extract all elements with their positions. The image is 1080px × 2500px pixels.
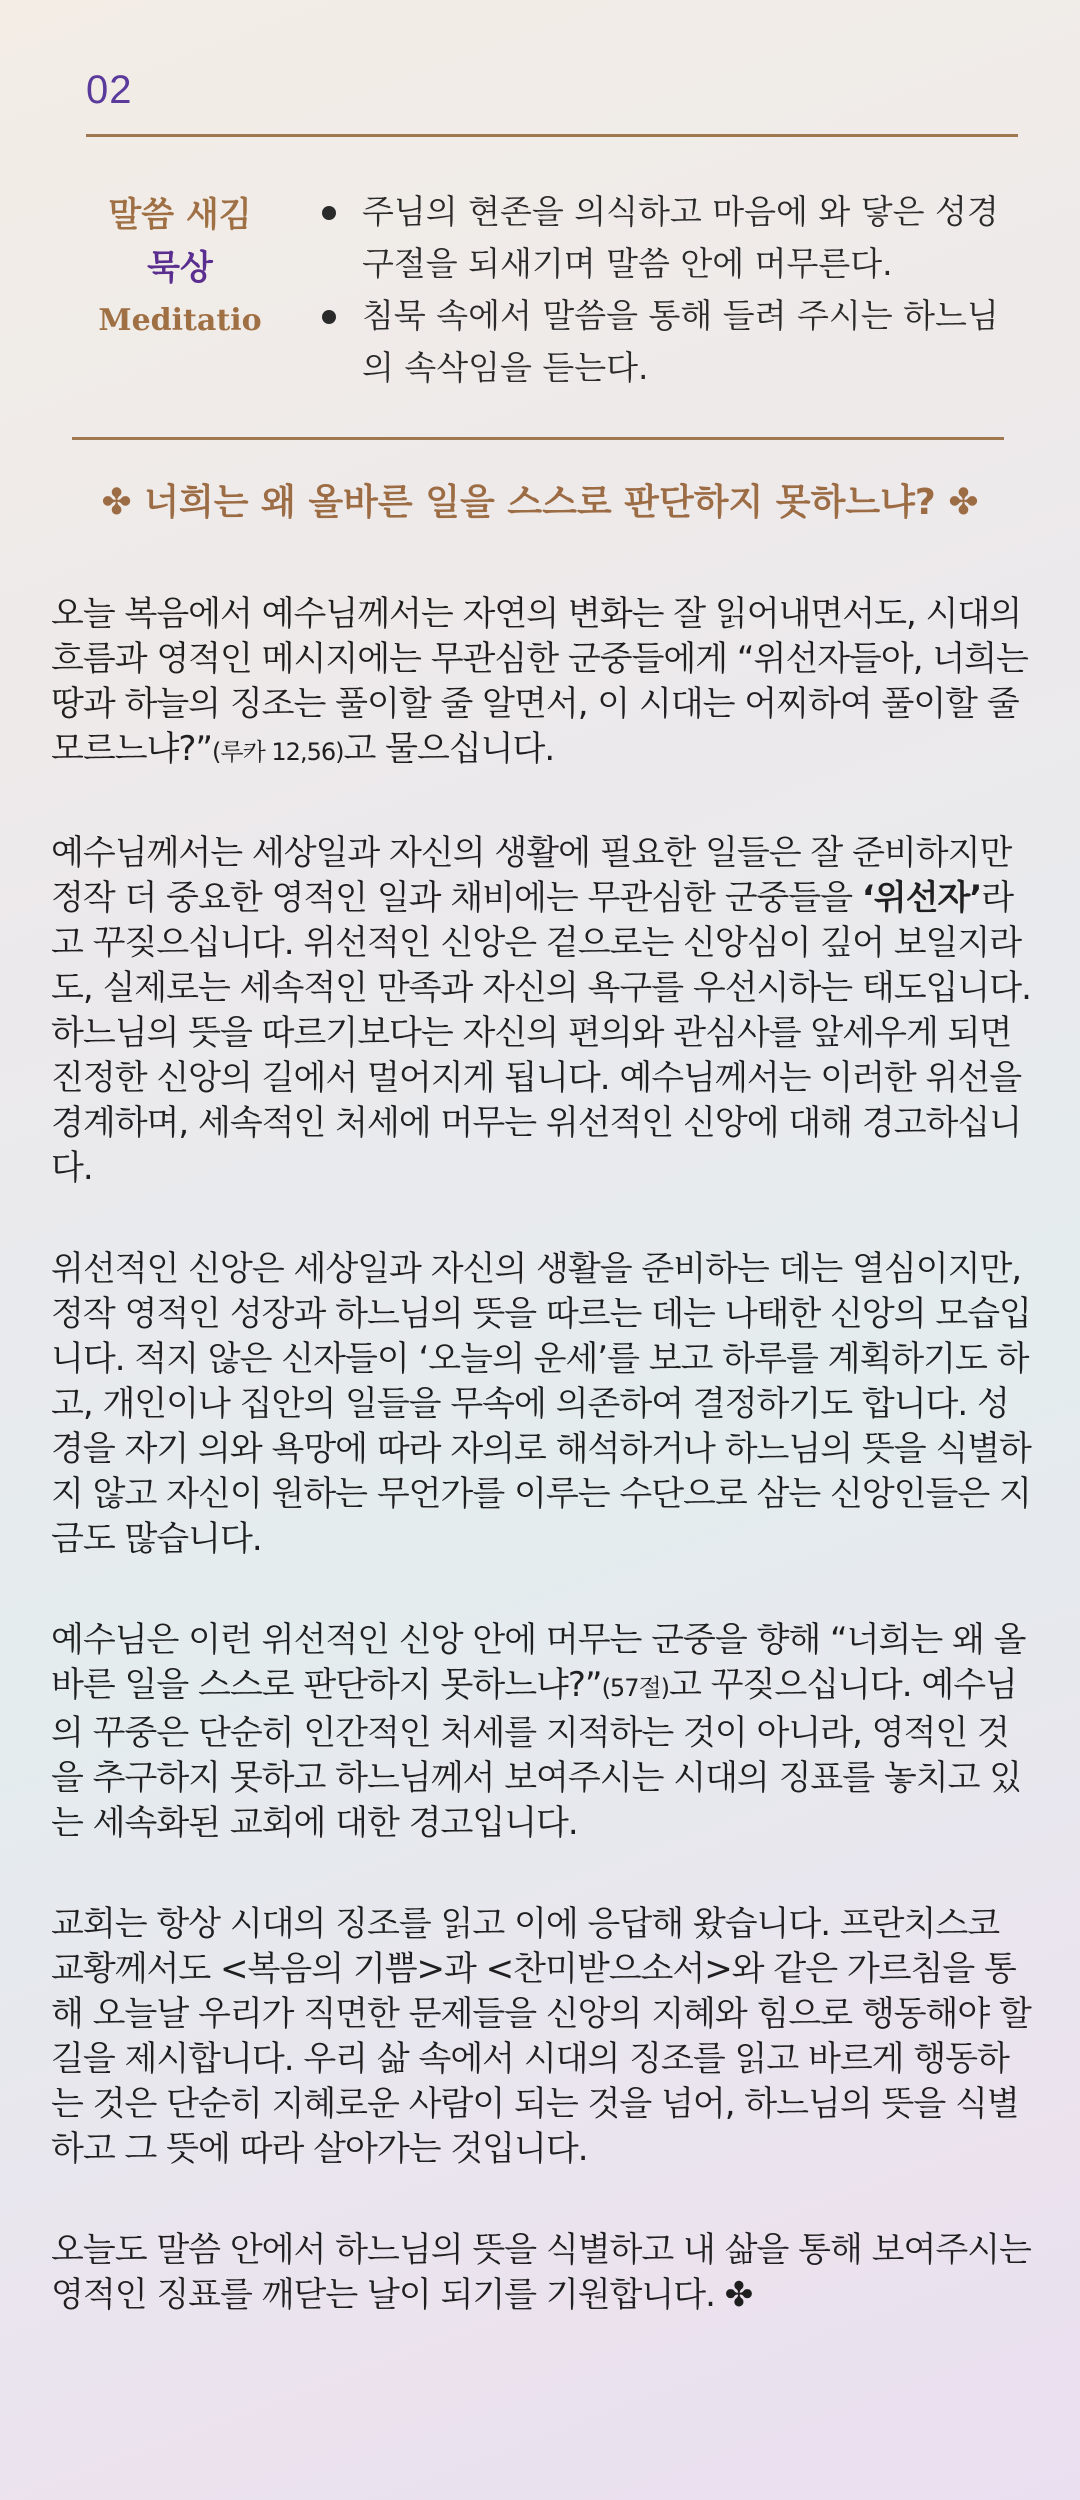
section-label-latin: Meditatio: [98, 303, 262, 338]
page-number: 02: [86, 68, 133, 112]
section-label-sub: 묵상: [147, 248, 213, 288]
end-ornament-icon: ✤: [724, 2275, 753, 2315]
verse-reference: (57절): [601, 1674, 670, 1702]
emphasis-hypocrite: ‘위선자’: [861, 878, 982, 918]
top-divider: [86, 134, 1018, 137]
guidance-list: [322, 186, 1022, 394]
paragraph-4: [51, 1618, 1036, 1846]
paragraph-6-text: 오늘도 말씀 안에서 하느님의 뜻을 식별하고 내 삶을 통해 보여주시는 영적인 징표를 깨닫는 날이 되기를 기원합니다.: [51, 2230, 1031, 2315]
paragraph-2-text: 예수님께서는 세상일과 자신의 생활에 필요한 일들은 잘 준비하지만 정작 더 중요한 영적인 일과 채비에는 무관심한 군중들을: [51, 833, 1012, 918]
paragraph-5: 교회는 항상 시대의 징조를 읽고 이에 응답해 왔습니다. 프란치스코 교황께서도 <복음의 기쁨>과 <찬미받으소서>와 같은 가르침을 통해 오늘날 우리가 직면한 문제들을 신앙의 지혜와 힘으로 행동해야 할 길을 제시합니다. 우리 삶 속에서 시대의 징조를 읽고 바르게 행동하는 것은 단순히 지혜로운 사람이 되는 것을 넘어, 하느님의 뜻을 식별하고 그 뜻에 따라 살아가는 것입니다.: [51, 1904, 1031, 2169]
guidance-item: 주님의 현존을 의식하고 마음에 와 닿은 성경구절을 되새기며 말씀 안에 머무른다.: [322, 186, 1022, 290]
paragraph-2: [51, 831, 1036, 1191]
section-divider: [72, 437, 1004, 440]
reflection-body: [51, 592, 1036, 2374]
scripture-reference: (루카 12,56): [212, 738, 344, 766]
paragraph-4-text: 예수님은 이런 위선적인 신앙 안에 머무는 군중을 향해 “너희는 왜 올바른 일을 스스로 판단하지 못하느냐?”: [51, 1620, 1026, 1705]
paragraph-1-text: 오늘 복음에서 예수님께서는 자연의 변화는 잘 읽어내면서도, 시대의 흐름과 영적인 메시지에는 무관심한 군중들에게 “위선자들아, 너희는 땅과 하늘의 징조는 풀이할 줄 알면서, 이 시대는 어찌하여 풀이할 줄 모르느냐?”: [51, 594, 1028, 769]
guidance-item: 침묵 속에서 말씀을 통해 들려 주시는 하느님의 속삭임을 듣는다.: [322, 290, 1022, 394]
ornament-icon: ✤: [948, 482, 979, 523]
paragraph-2-tail: 라고 꾸짖으십니다. 위선적인 신앙은 겉으로는 신앙심이 깊어 보일지라도, 실제로는 세속적인 만족과 자신의 욕구를 우선시하는 태도입니다. 하느님의 뜻을 따르기보다는 자신의 편의와 관심사를 앞세우게 되면 진정한 신앙의 길에서 멀어지게 됩니다. 예수님께서는 이러한 위선을 경계하며, 세속적인 처세에 머무는 위선적인 신앙에 대해 경고하십니다.: [51, 878, 1031, 1188]
paragraph-1: [51, 592, 1036, 775]
section-label: [80, 190, 280, 346]
paragraph-6: [51, 2228, 1036, 2318]
paragraph-3: 위선적인 신앙은 세상일과 자신의 생활을 준비하는 데는 열심이지만, 정작 영적인 성장과 하느님의 뜻을 따르는 데는 나태한 신앙의 모습입니다. 적지 않은 신자들이 ‘오늘의 운세’를 보고 하루를 계획하기도 하고, 개인이나 집안의 일들을 무속에 의존하여 결정하기도 합니다. 성경을 자기 의와 욕망에 따라 자의로 해석하거나 하느님의 뜻을 식별하지 않고 자신이 원하는 무언가를 이루는 수단으로 삼는 신앙인들은 지금도 많습니다.: [51, 1249, 1031, 1559]
ornament-icon: ✤: [101, 482, 132, 523]
heading-text: 너희는 왜 올바른 일을 스스로 판단하지 못하느냐?: [144, 482, 936, 523]
paragraph-4-tail: 고 꾸짖으십니다. 예수님의 꾸중은 단순히 인간적인 처세를 지적하는 것이 아니라, 영적인 것을 추구하지 못하고 하느님께서 보여주시는 시대의 징표를 놓치고 있는 세속화된 교회에 대한 경고입니다.: [51, 1665, 1022, 1843]
reflection-heading: [0, 474, 1080, 525]
paragraph-1-tail: 고 물으십니다.: [343, 729, 555, 769]
section-label-korean: 말씀 새김: [108, 195, 252, 235]
